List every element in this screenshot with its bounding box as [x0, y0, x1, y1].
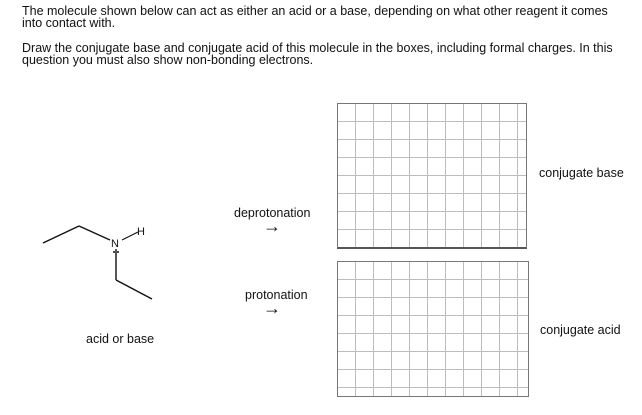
deprotonation-label: deprotonation: [234, 206, 311, 220]
hydrogen-atom-label: H: [137, 226, 145, 238]
deprotonation-arrow-icon: →: [263, 216, 281, 236]
molecule-structure: [38, 218, 168, 308]
conjugate-base-drawing-box[interactable]: [337, 103, 527, 249]
question-paragraph-2: Draw the conjugate base and conjugate acid of this molecule in the boxes, including formal charges. In this question you must also show non-bonding electrons.: [22, 41, 613, 67]
conjugate-acid-label: conjugate acid: [540, 323, 621, 337]
molecule-caption: acid or base: [86, 332, 155, 346]
protonation-label: protonation: [245, 288, 308, 302]
lone-pair-dot: [117, 251, 119, 253]
bond-nh: [122, 232, 138, 240]
conjugate-acid-drawing-box[interactable]: [337, 261, 529, 397]
nitrogen-atom-label: N: [111, 238, 119, 250]
lone-pair-dot: [113, 251, 115, 253]
protonation-arrow-icon: →: [263, 298, 281, 318]
bond-ethyl1-cn: [79, 226, 110, 240]
bond-ethyl2-cc: [116, 280, 152, 299]
conjugate-base-label: conjugate base: [539, 166, 624, 180]
bond-ethyl1-cc: [43, 226, 79, 243]
question-paragraph-1: The molecule shown below can act as either an acid or a base, depending on what other reagent it comes into contact with.: [22, 4, 608, 30]
